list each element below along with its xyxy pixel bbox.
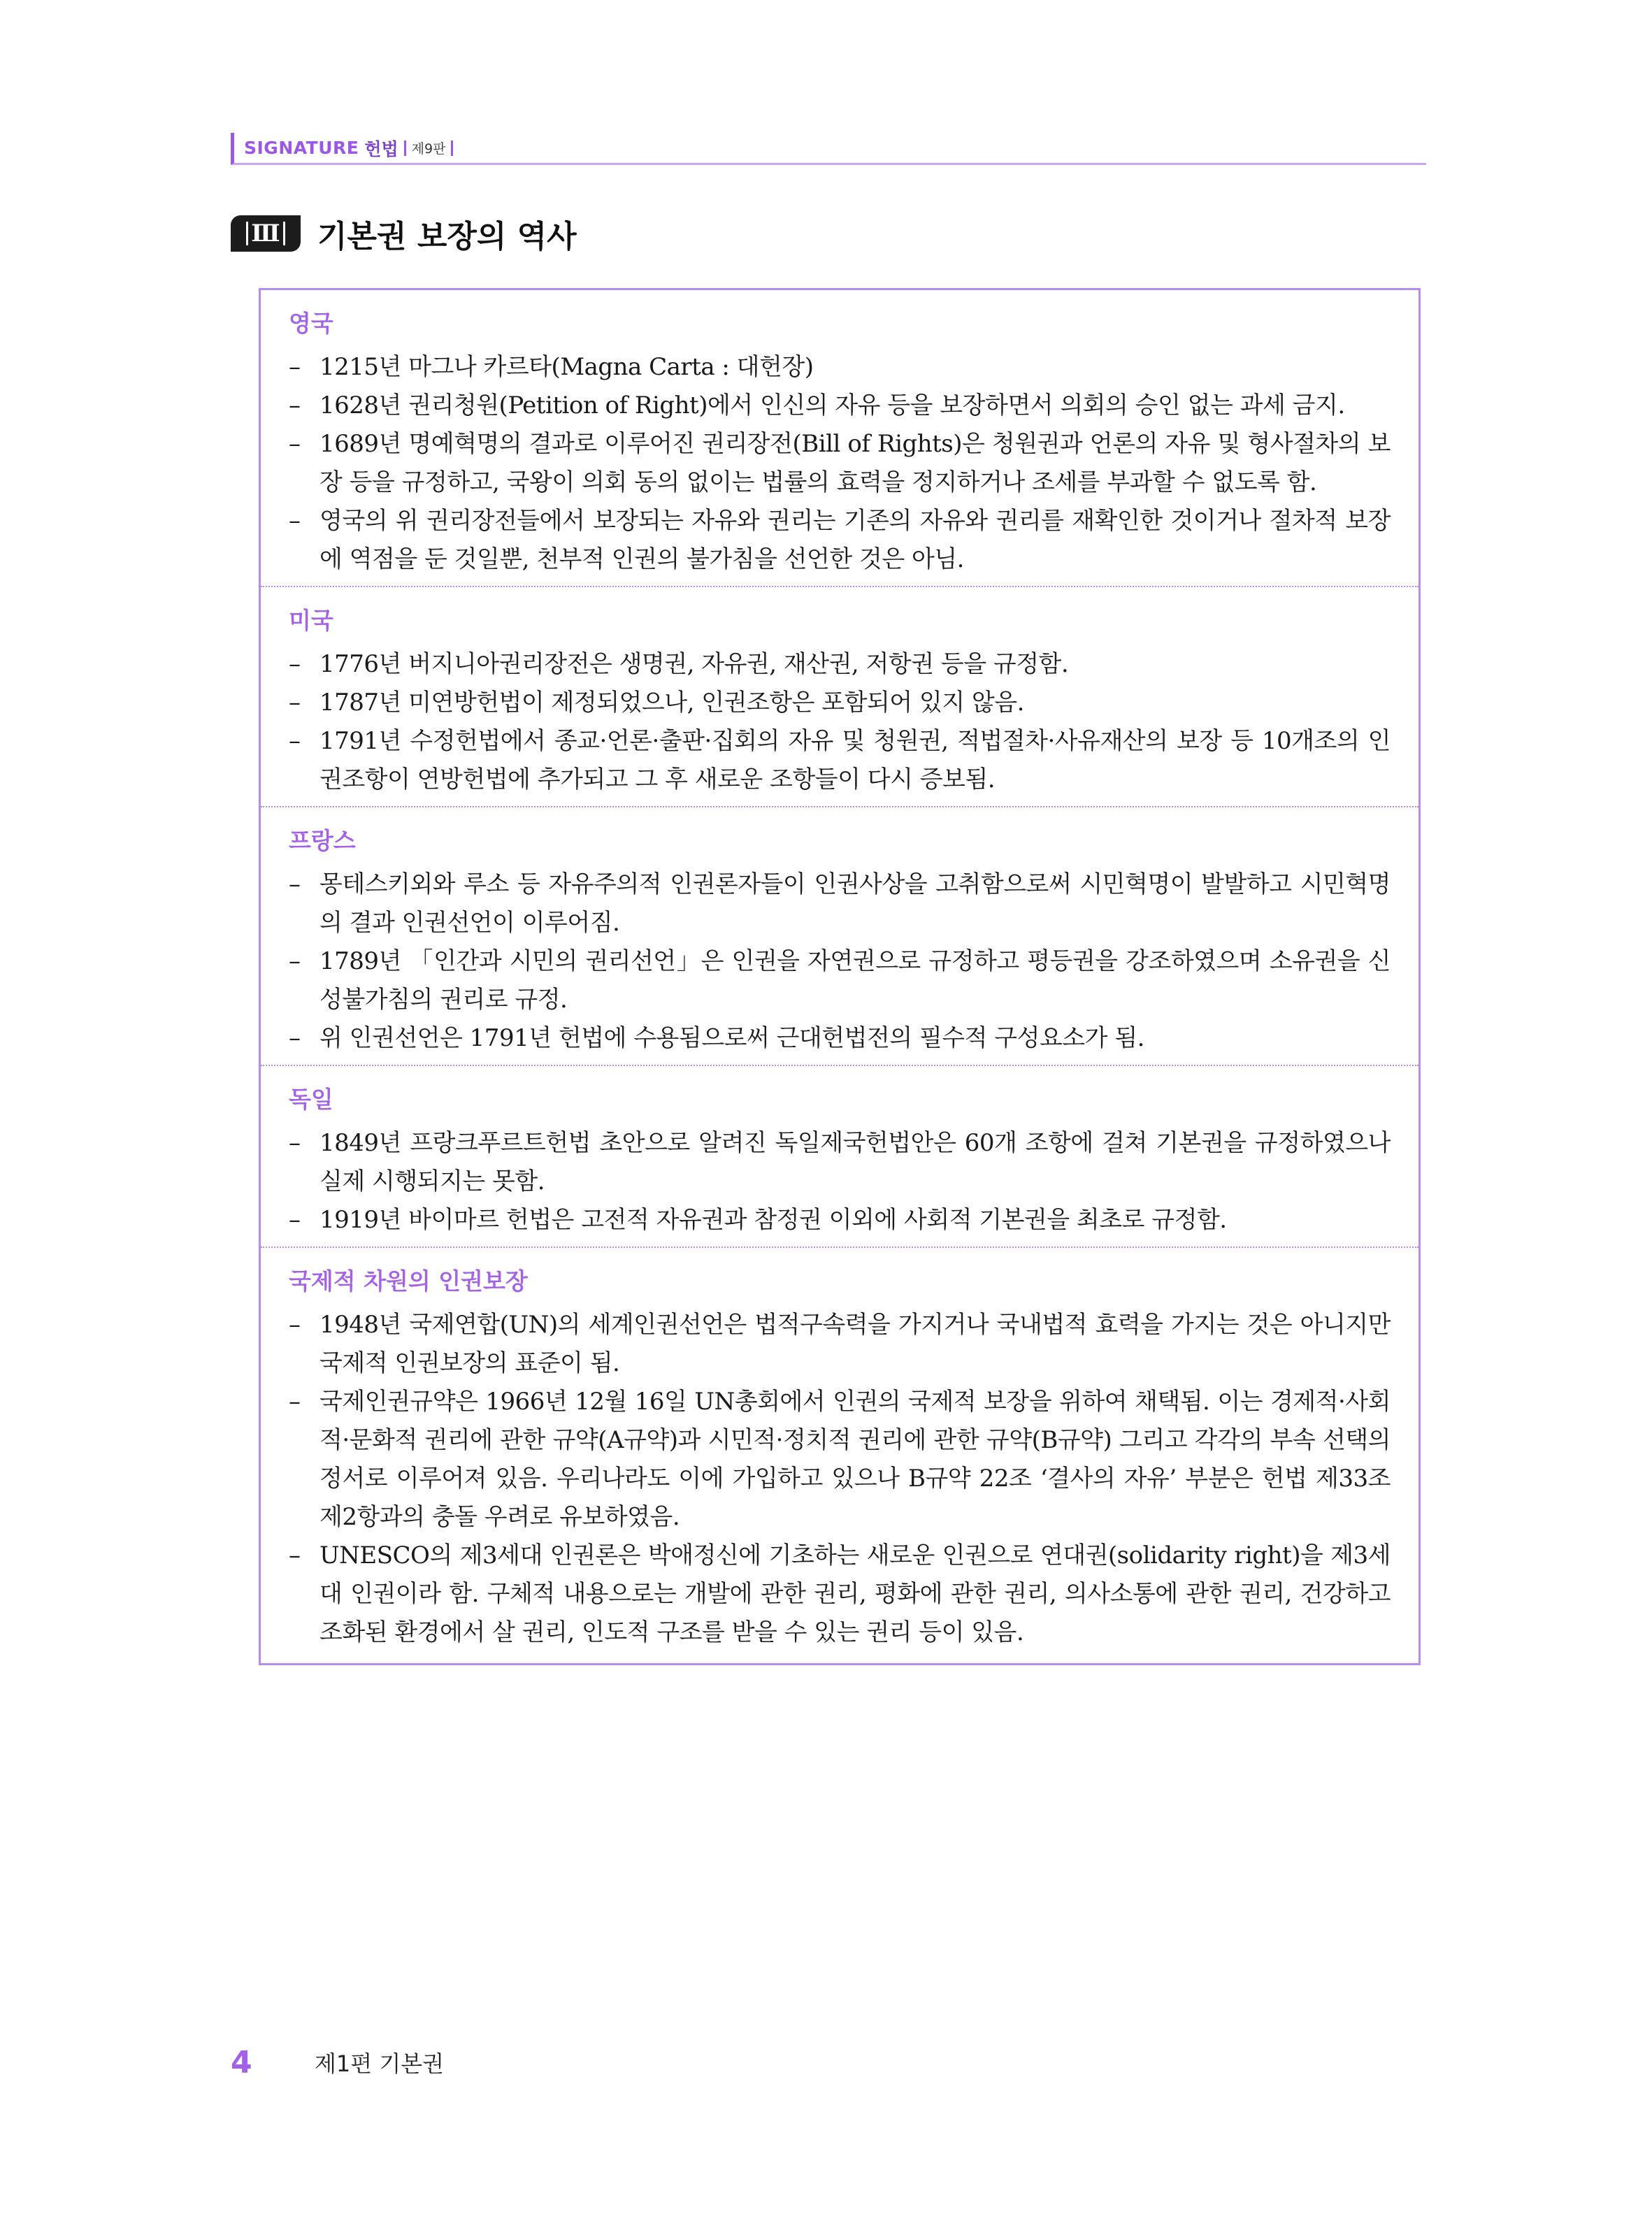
chapter-label: 제1편 기본권 <box>315 2050 445 2077</box>
block-heading: 프랑스 <box>289 827 356 854</box>
item-list <box>289 865 1391 1058</box>
block-heading: 미국 <box>289 607 333 634</box>
item-list <box>289 645 1391 799</box>
block-heading: 독일 <box>289 1086 333 1113</box>
list-item: – 1628년 권리청원(Petition of Right)에서 인신의 자유 등을 보장하면서 의회의 승인 없는 과세 금지. <box>289 387 1391 425</box>
page-number: 4 <box>231 2044 252 2080</box>
list-item: – 위 인권선언은 1791년 헌법에 수용됨으로써 근대헌법전의 필수적 구성요소가 됨. <box>289 1019 1391 1058</box>
brand-name: SIGNATURE <box>244 138 359 158</box>
list-item: – 1791년 수정헌법에서 종교·언론·출판·집회의 자유 및 청원권, 적법절차·사유재산의 보장 등 10개조의 인권조항이 연방헌법에 추가되고 그 후 새로운 조항들이 다시 증보됨. <box>289 722 1391 799</box>
edition-label: 제9판 <box>411 141 446 157</box>
item-list <box>289 1124 1391 1239</box>
subject-name: 헌법 <box>364 138 398 159</box>
list-item: – 1787년 미연방헌법이 제정되었으나, 인권조항은 포함되어 있지 않음. <box>289 684 1391 722</box>
block-heading: 국제적 차원의 인권보장 <box>289 1267 528 1295</box>
list-item: – 1919년 바이마르 헌법은 고전적 자유권과 참정권 이외에 사회적 기본권을 최초로 규정함. <box>289 1201 1391 1239</box>
list-item: – 1215년 마그나 카르타(Magna Carta : 대헌장) <box>289 348 1391 387</box>
item-list <box>289 1306 1391 1652</box>
list-item: – UNESCO의 제3세대 인권론은 박애정신에 기초하는 새로운 인권으로 연대권(solidarity right)을 제3세대 인권이라 함. 구체적 내용으로는 개발에 관한 권리, 평화에 관한 권리, 의사소통에 관한 권리, 건강하고 조화된 환경에서 살 권리, 인도적 구조를 받을 수 있는 권리 등이 있음. <box>289 1537 1391 1652</box>
section-numeral-badge <box>231 215 301 252</box>
page-footer <box>231 2041 444 2083</box>
block-heading: 영국 <box>289 310 333 337</box>
block-france <box>261 807 1418 1066</box>
section-title <box>231 211 577 256</box>
list-item: – 1849년 프랑크푸르트헌법 초안으로 알려진 독일제국헌법안은 60개 조항에 걸쳐 기본권을 규정하였으나 실제 시행되지는 못함. <box>289 1124 1391 1201</box>
page-title: 기본권 보장의 역사 <box>317 219 577 254</box>
list-item: – 몽테스키외와 루소 등 자유주의적 인권론자들이 인권사상을 고취함으로써 시민혁명이 발발하고 시민혁명의 결과 인권선언이 이루어짐. <box>289 865 1391 942</box>
list-item: – 영국의 위 권리장전들에서 보장되는 자유와 권리는 기존의 자유와 권리를 재확인한 것이거나 절차적 보장에 역점을 둔 것일뿐, 천부적 인권의 불가침을 선언한 것은 아님. <box>289 502 1391 579</box>
list-item: – 국제인권규약은 1966년 12월 16일 UN총회에서 인권의 국제적 보장을 위하여 채택됨. 이는 경제적·사회적·문화적 권리에 관한 규약(A규약)과 시민적·정치적 권리에 관한 규약(B규약) 그리고 각각의 부속 선택의정서로 이루어져 있음. 우리나라도 이에 가입하고 있으나 B규약 22조 ‘결사의 자유’ 부분은 헌법 제33조 제2항과의 충돌 우려로 유보하였음. <box>289 1383 1391 1537</box>
header-separator <box>451 141 453 156</box>
section-numeral: Ⅲ <box>246 222 285 245</box>
list-item: – 1689년 명예혁명의 결과로 이루어진 권리장전(Bill of Rights)은 청원권과 언론의 자유 및 형사절차의 보장 등을 규정하고, 국왕이 의회 동의 없이는 법률의 효력을 정지하거나 조세를 부과할 수 없도록 함. <box>289 425 1391 502</box>
block-international <box>261 1248 1418 1663</box>
header-separator <box>404 141 406 156</box>
history-box <box>259 288 1421 1665</box>
list-item: – 1789년 「인간과 시민의 권리선언」은 인권을 자연권으로 규정하고 평등권을 강조하였으며 소유권을 신성불가침의 권리로 규정. <box>289 942 1391 1019</box>
list-item: – 1948년 국제연합(UN)의 세계인권선언은 법적구속력을 가지거나 국내법적 효력을 가지는 것은 아니지만 국제적 인권보장의 표준이 됨. <box>289 1306 1391 1383</box>
block-uk <box>261 290 1418 587</box>
block-usa <box>261 587 1418 807</box>
list-item: – 1776년 버지니아권리장전은 생명권, 자유권, 재산권, 저항권 등을 규정함. <box>289 645 1391 684</box>
running-header <box>231 133 1426 165</box>
item-list <box>289 348 1391 579</box>
block-germany <box>261 1066 1418 1248</box>
